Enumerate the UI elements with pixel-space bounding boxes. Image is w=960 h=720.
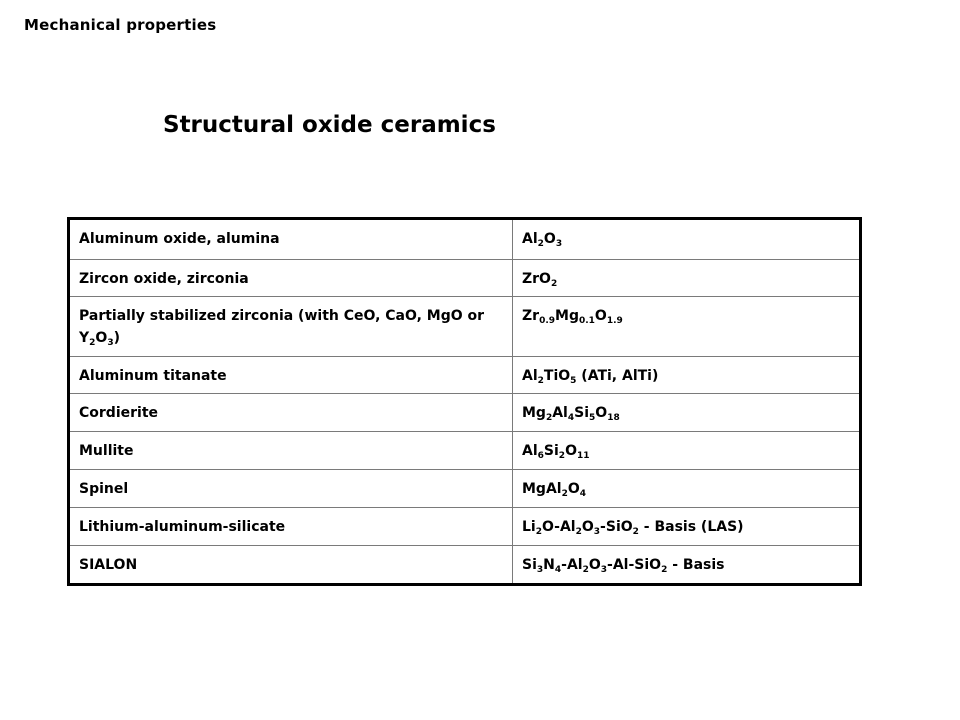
chemical-formula-cell: [513, 508, 861, 546]
subscript: 3: [555, 239, 563, 249]
chemical-formula-cell: [513, 357, 861, 394]
text-segment: O: [581, 519, 594, 535]
subscript: 2: [558, 451, 566, 461]
text-segment: Partially stabilized zirconia (with CeO, CaO, MgO or Y: [79, 308, 485, 346]
table-row: [69, 394, 861, 432]
text-segment: TiO: [543, 368, 571, 384]
subscript: 2: [545, 413, 553, 423]
text-segment: Si: [543, 443, 559, 459]
table-row: [69, 470, 861, 508]
text-segment: Al: [522, 368, 538, 384]
table-row: [69, 219, 861, 260]
ceramic-name-cell: [69, 394, 513, 432]
table-row: [69, 432, 861, 470]
table-row: [69, 546, 861, 585]
subscript: 4: [554, 565, 562, 575]
subscript: 18: [607, 413, 620, 423]
subscript: 2: [537, 376, 544, 386]
text-segment: N: [543, 557, 555, 573]
text-segment: Li: [522, 519, 536, 535]
text-segment: -SiO: [600, 519, 633, 535]
table-row: [69, 260, 861, 297]
ceramic-name-cell: [69, 508, 513, 546]
subscript: 11: [576, 451, 590, 461]
subscript: 2: [632, 527, 639, 537]
text-segment: ZrO: [522, 271, 551, 287]
text-segment: (ATi, AlTi): [576, 368, 659, 384]
ceramic-name-cell: [69, 470, 513, 508]
subscript: 2: [535, 527, 542, 537]
chemical-formula-cell: [513, 470, 861, 508]
subscript: 2: [575, 527, 582, 537]
text-segment: Al: [522, 231, 538, 247]
ceramic-name-cell: [69, 297, 513, 357]
chemical-formula-cell: [513, 394, 861, 432]
text-segment: O: [565, 443, 577, 459]
subscript: 5: [589, 413, 596, 423]
subscript: 3: [536, 565, 544, 575]
page-title: Structural oxide ceramics: [163, 112, 496, 138]
text-segment: MgAl: [522, 481, 562, 497]
subscript: 2: [661, 565, 668, 575]
text-segment: Mg: [522, 405, 546, 421]
text-segment: Zr: [522, 308, 540, 324]
text-segment: Zircon oxide, zirconia: [79, 271, 249, 287]
text-segment: - Basis (LAS): [638, 519, 744, 535]
subscript: 3: [107, 338, 114, 348]
text-segment: SIALON: [79, 557, 138, 573]
text-segment: Aluminum oxide, alumina: [79, 231, 280, 247]
text-segment: Aluminum titanate: [79, 368, 227, 384]
text-segment: Mg: [555, 308, 579, 324]
subscript: 4: [579, 489, 587, 499]
table-row: [69, 357, 861, 394]
table-body: [69, 219, 861, 585]
text-segment: O: [543, 231, 556, 247]
subscript: 0.1: [578, 316, 595, 326]
text-segment: Cordierite: [79, 405, 159, 421]
subscript: 2: [550, 279, 558, 289]
chemical-formula-cell: [513, 260, 861, 297]
text-segment: O: [594, 308, 607, 324]
text-segment: ): [113, 330, 120, 346]
table-row: [69, 508, 861, 546]
text-segment: -Al: [561, 557, 583, 573]
subscript: 6: [537, 451, 544, 461]
section-label: Mechanical properties: [24, 16, 217, 34]
table-row: [69, 297, 861, 357]
chemical-formula-cell: [513, 297, 861, 357]
chemical-formula-cell: [513, 432, 861, 470]
text-segment: O: [595, 405, 608, 421]
chemical-formula-cell: [513, 546, 861, 585]
text-segment: - Basis: [667, 557, 725, 573]
subscript: 2: [582, 565, 589, 575]
text-segment: Al: [522, 443, 538, 459]
text-segment: O: [588, 557, 601, 573]
ceramic-name-cell: [69, 260, 513, 297]
subscript: 1.9: [606, 316, 623, 326]
text-segment: O: [567, 481, 580, 497]
text-segment: O: [95, 330, 108, 346]
text-segment: O-Al: [542, 519, 576, 535]
subscript: 0.9: [539, 316, 556, 326]
ceramic-name-cell: [69, 432, 513, 470]
ceramics-table: [67, 217, 862, 586]
subscript: 3: [600, 565, 608, 575]
subscript: 2: [561, 489, 568, 499]
subscript: 2: [89, 338, 96, 348]
text-segment: Mullite: [79, 443, 134, 459]
subscript: 2: [537, 239, 544, 249]
text-segment: Al: [552, 405, 568, 421]
subscript: 3: [593, 527, 601, 537]
text-segment: Si: [522, 557, 537, 573]
text-segment: Si: [574, 405, 590, 421]
subscript: 5: [570, 376, 577, 386]
ceramic-name-cell: [69, 357, 513, 394]
ceramic-name-cell: [69, 219, 513, 260]
subscript: 4: [567, 413, 575, 423]
text-segment: Lithium-aluminum-silicate: [79, 519, 286, 535]
ceramic-name-cell: [69, 546, 513, 585]
text-segment: Spinel: [79, 481, 129, 497]
text-segment: -Al-SiO: [607, 557, 662, 573]
chemical-formula-cell: [513, 219, 861, 260]
